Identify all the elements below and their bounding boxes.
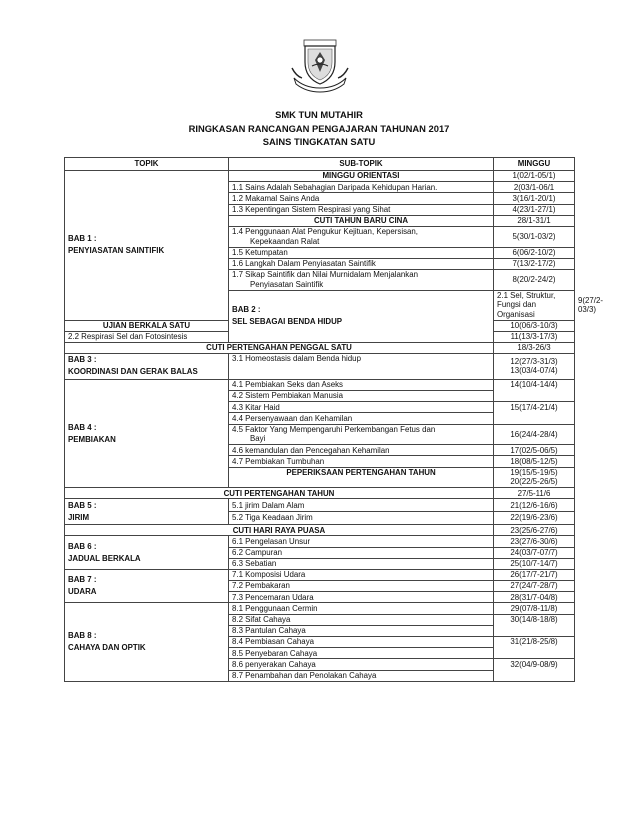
header-week: MINGGU [494, 158, 575, 171]
table-row: 8.6 penyerakan Cahaya 32(04/9-08/9) [65, 659, 575, 670]
table-row: 1.3 Kepentingan Sistem Respirasi yang Sihat 4(23/1-27/1) [65, 204, 575, 215]
table-row: 1.2 Makamal Sains Anda 3(16/1-20/1) [65, 193, 575, 204]
subject-title: SAINS TINGKATAN SATU [262, 136, 376, 147]
topic-bab6: BAB 6 : JADUAL BERKALA [65, 536, 229, 570]
table-row: BAB 8 : CAHAYA DAN OPTIK 8.1 Penggunaan Cermin 29(07/8-11/8) [65, 603, 575, 614]
topic-bab4: BAB 4 : PEMBIAKAN [65, 379, 229, 487]
exam-label: UJIAN BERKALA SATU [65, 320, 229, 331]
document-title: RINGKASAN RANCANGAN PENGAJARAN TAHUNAN 2017 [188, 123, 450, 134]
table-row: BAB 3 : KOORDINASI DAN GERAK BALAS 3.1 Homeostasis dalam Benda hidup 12(27/3-31/3) 13(03/4-07/4) [65, 354, 575, 380]
table-row: CUTI PERTENGAHAN PENGGAL SATU 18/3-26/3 [65, 342, 575, 353]
table-row: 8.4 Pembiasan Cahaya 31(21/8-25/8) [65, 637, 575, 648]
table-row: 5.2 Tiga Keadaan Jirim 22(19/6-23/6) [65, 512, 575, 525]
teaching-plan-table [64, 157, 604, 682]
table-row [65, 171, 575, 182]
table-row: CUTI TAHUN BARU CINA 28/1-31/1 [65, 215, 575, 226]
table-row: CUTI HARI RAYA PUASA 23(25/6-27/6) [65, 525, 575, 536]
topic-bab5: BAB 5 : JIRIM [65, 499, 229, 525]
table-row: 1.4 Penggunaan Alat Pengukur Kejituan, Kepersisan, Kepekaandan Ralat 5(30/1-03/2) [65, 226, 575, 247]
table-header-row [65, 158, 575, 171]
table-row: 1.5 Ketumpatan 6(06/2-10/2) [65, 247, 575, 258]
exam-label: PEPERIKSAAN PERTENGAHAN TAHUN [229, 467, 494, 488]
topic-bab2: BAB 2 : SEL SEBAGAI BENDA HIDUP [229, 290, 494, 342]
holiday-label: CUTI PERTENGAHAN TAHUN [65, 488, 494, 499]
header-topic: TOPIK [65, 158, 229, 171]
table-row: 1.1 Sains Adalah Sebahagian Daripada Kehidupan Harian. 2(03/1-06/1 [65, 182, 575, 193]
table-row: UJIAN BERKALA SATU 10(06/3-10/3) [65, 320, 575, 331]
table-row: BAB 4 : PEMBIAKAN 4.1 Pembiakan Seks dan Aseks 14(10/4-14/4) [65, 379, 575, 390]
table-row: BAB 2 : SEL SEBAGAI BENDA HIDUP 2.1 Sel, Struktur, Fungsi dan Organisasi 9(27/2-03/3) [65, 290, 575, 320]
table-row: 1.7 Sikap Saintifik dan Nilai Murnidalam Menjalankan Penyiasatan Saintifik 8(20/2-24/2) [65, 269, 575, 290]
table-row: BAB 5 : JIRIM 5.1 jirim Dalam Alam 21(12/6-16/6) [65, 499, 575, 512]
table-row: 8.5 Penyebaran Cahaya [65, 648, 575, 659]
topic-bab1: BAB 1 : PENYIASATAN SAINTIFIK [65, 171, 229, 321]
table-row: 8.7 Penambahan dan Penolakan Cahaya [65, 670, 575, 681]
table-row: 6.2 Campuran 24(03/7-07/7) [65, 547, 575, 558]
school-name: SMK TUN MUTAHIR [275, 109, 363, 120]
table-row: 4.4 Persenyawaan dan Kehamilan [65, 413, 575, 424]
table-row: BAB 6 : JADUAL BERKALA 6.1 Pengelasan Unsur 23(27/6-30/6) [65, 536, 575, 547]
table-row: 7.3 Pencemaran Udara 28(31/7-04/8) [65, 592, 575, 603]
table-row: 4.3 Kitar Haid 15(17/4-21/4) [65, 402, 575, 413]
table-row: 4.2 Sistem Pembiakan Manusia [65, 391, 575, 402]
holiday-label: CUTI TAHUN BARU CINA [229, 215, 494, 226]
holiday-label: CUTI HARI RAYA PUASA [65, 525, 494, 536]
table-row: 4.6 kemandulan dan Pencegahan Kehamilan 17(02/5-06/5) [65, 445, 575, 456]
school-crest-icon [290, 38, 350, 94]
table-row: BAB 7 : UDARA 7.1 Komposisi Udara 26(17/7-21/7) [65, 569, 575, 580]
table-row: 8.3 Pantulan Cahaya [65, 625, 575, 636]
orientation-week: 1(02/1-05/1) [494, 171, 575, 182]
header-subtopic: SUB-TOPIK [229, 158, 494, 171]
table-row: PEPERIKSAAN PERTENGAHAN TAHUN 19(15/5-19/5) 20(22/5-26/5) [65, 467, 575, 488]
table-row: 1.6 Langkah Dalam Penyiasatan Saintifik 7(13/2-17/2) [65, 258, 575, 269]
table-row: 2.2 Respirasi Sel dan Fotosintesis 11(13/3-17/3) [65, 331, 575, 342]
topic-bab8: BAB 8 : CAHAYA DAN OPTIK [65, 603, 229, 681]
topic-bab7: BAB 7 : UDARA [65, 569, 229, 603]
table-row: 4.7 Pembiakan Tumbuhan 18(08/5-12/5) [65, 456, 575, 467]
orientation-label: MINGGU ORIENTASI [229, 171, 494, 182]
topic-bab3: BAB 3 : KOORDINASI DAN GERAK BALAS [65, 354, 229, 380]
table-row: CUTI PERTENGAHAN TAHUN 27/5-11/6 [65, 488, 575, 499]
table-row: 6.3 Sebatian 25(10/7-14/7) [65, 558, 575, 569]
table-row: 4.5 Faktor Yang Mempengaruhi Perkembangan Fetus dan Bayi 16(24/4-28/4) [65, 424, 575, 445]
table-row: 7.2 Pembakaran 27(24/7-28/7) [65, 581, 575, 592]
table-row: 8.2 Sifat Cahaya 30(14/8-18/8) [65, 614, 575, 625]
holiday-label: CUTI PERTENGAHAN PENGGAL SATU [65, 342, 494, 353]
